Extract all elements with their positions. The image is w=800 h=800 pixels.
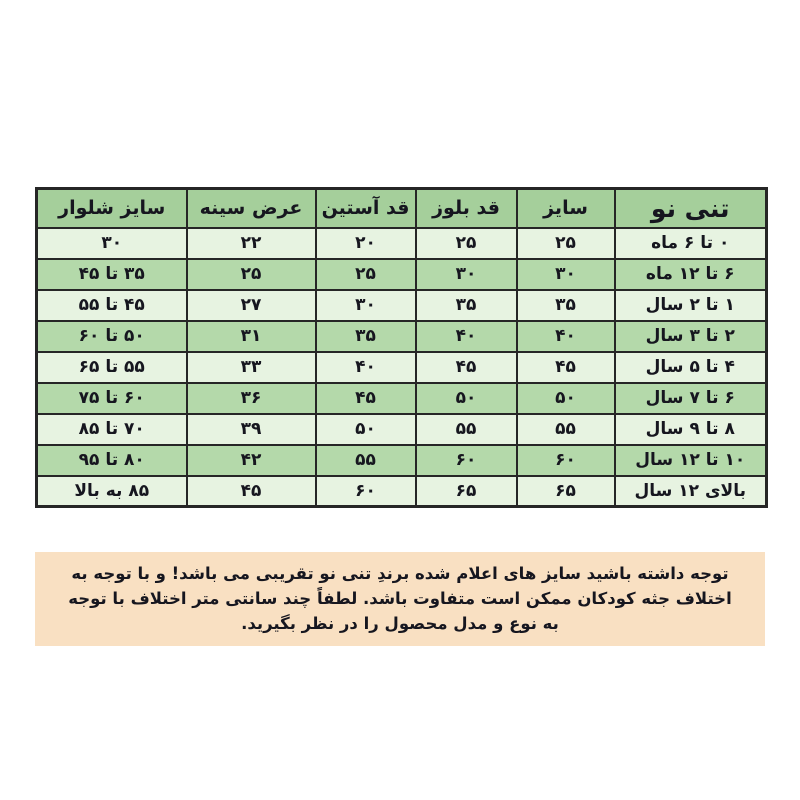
size-row (37, 414, 767, 445)
measurement-cell: ۲۵ (187, 259, 316, 290)
size-row (37, 321, 767, 352)
column-header-sleeve-length: قد آستین (316, 189, 416, 228)
measurement-cell: ۲۵ (517, 228, 615, 259)
age-range-cell: ۰ تا ۶ ماه (615, 228, 767, 259)
measurement-cell: ۵۵ (416, 414, 517, 445)
age-range-cell: ۱ تا ۲ سال (615, 290, 767, 321)
measurement-cell: ۴۵ (517, 352, 615, 383)
measurement-cell: ۳۵ (517, 290, 615, 321)
size-row (37, 290, 767, 321)
measurement-cell: ۶۰ (517, 445, 615, 476)
age-range-cell: ۴ تا ۵ سال (615, 352, 767, 383)
measurement-cell: ۴۵ تا ۵۵ (37, 290, 187, 321)
measurement-cell: ۲۵ (316, 259, 416, 290)
measurement-cell: ۶۰ (316, 476, 416, 507)
measurement-cell: ۴۰ (517, 321, 615, 352)
measurement-cell: ۵۰ (517, 383, 615, 414)
measurement-cell: ۲۲ (187, 228, 316, 259)
column-header-brand-age: تنی نو (615, 189, 767, 228)
measurement-cell: ۶۵ (517, 476, 615, 507)
measurement-cell: ۵۰ (416, 383, 517, 414)
size-row (37, 352, 767, 383)
age-range-cell: ۶ تا ۱۲ ماه (615, 259, 767, 290)
measurement-cell: ۵۰ (316, 414, 416, 445)
measurement-cell: ۳۹ (187, 414, 316, 445)
measurement-cell: ۳۰ (37, 228, 187, 259)
measurement-cell: ۳۱ (187, 321, 316, 352)
measurement-cell: ۴۰ (316, 352, 416, 383)
measurement-cell: ۵۵ (517, 414, 615, 445)
header-row (37, 189, 767, 228)
size-chart-table (35, 187, 768, 508)
measurement-cell: ۳۵ (416, 290, 517, 321)
measurement-cell: ۴۵ (316, 383, 416, 414)
column-header-blouse-length: قد بلوز (416, 189, 517, 228)
age-range-cell: ۸ تا ۹ سال (615, 414, 767, 445)
measurement-cell: ۶۵ (416, 476, 517, 507)
measurement-cell: ۳۳ (187, 352, 316, 383)
age-range-cell: ۶ تا ۷ سال (615, 383, 767, 414)
age-range-cell: ۱۰ تا ۱۲ سال (615, 445, 767, 476)
measurement-cell: ۲۵ (416, 228, 517, 259)
age-range-cell: ۲ تا ۳ سال (615, 321, 767, 352)
column-header-size: سایز (517, 189, 615, 228)
measurement-cell: ۲۷ (187, 290, 316, 321)
measurement-cell: ۸۰ تا ۹۵ (37, 445, 187, 476)
measurement-cell: ۳۶ (187, 383, 316, 414)
column-header-chest-width: عرض سینه (187, 189, 316, 228)
size-row (37, 383, 767, 414)
measurement-cell: ۳۵ (316, 321, 416, 352)
size-row (37, 228, 767, 259)
column-header-pants-size: سایز شلوار (37, 189, 187, 228)
measurement-cell: ۳۰ (316, 290, 416, 321)
measurement-cell: ۳۵ تا ۴۵ (37, 259, 187, 290)
measurement-cell: ۴۵ (187, 476, 316, 507)
measurement-cell: ۴۵ (416, 352, 517, 383)
measurement-cell: ۵۵ تا ۶۵ (37, 352, 187, 383)
size-disclaimer-note: توجه داشته باشید سایز های اعلام شده برندِ تنی نو تقریبی می باشد! و با توجه به اختلاف جثه کودکان ممکن است متفاوت باشد. لطفاً چند سانتی متر اختلاف با توجه به نوع و مدل محصول را در نظر بگیرید. (35, 552, 765, 646)
measurement-cell: ۳۰ (416, 259, 517, 290)
measurement-cell: ۶۰ (416, 445, 517, 476)
measurement-cell: ۲۰ (316, 228, 416, 259)
measurement-cell: ۳۰ (517, 259, 615, 290)
size-row (37, 445, 767, 476)
measurement-cell: ۶۰ تا ۷۵ (37, 383, 187, 414)
age-range-cell: بالای ۱۲ سال (615, 476, 767, 507)
measurement-cell: ۵۰ تا ۶۰ (37, 321, 187, 352)
measurement-cell: ۷۰ تا ۸۵ (37, 414, 187, 445)
measurement-cell: ۵۵ (316, 445, 416, 476)
measurement-cell: ۴۲ (187, 445, 316, 476)
size-row (37, 476, 767, 507)
size-row (37, 259, 767, 290)
measurement-cell: ۸۵ به بالا (37, 476, 187, 507)
measurement-cell: ۴۰ (416, 321, 517, 352)
